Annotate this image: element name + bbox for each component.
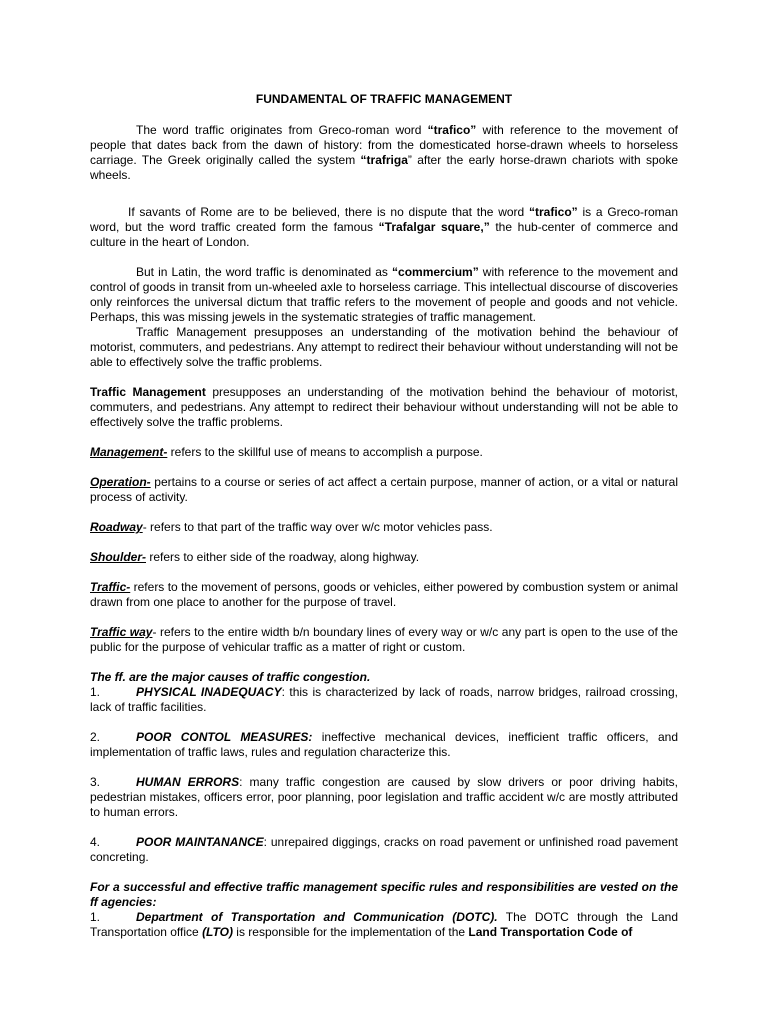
definition-term: Management-: [90, 445, 168, 459]
paragraph-latin: [90, 265, 678, 325]
bold-term: “commercium”: [392, 265, 479, 279]
item-number: 3.: [90, 775, 101, 789]
cause-text: many traffic congestion are caused by slow drivers or poor driving habits, pedestrian mistakes, officers error, poor planning, poor legislation and traffic accident w/c are mostly attributed to human errors.: [90, 775, 678, 819]
text-span: with reference to the movement and control of goods in transit from un-wheeled axle to horseless carriage. This intellectual discourse of discoveries only reinforces the universal dictum that traffic refers to the movement of people and goods and not vehicle. Perhaps, this was missing jewels in the systematic strategies of traffic management.: [90, 265, 678, 324]
text-span: If savants of Rome are to be believed, there is no dispute that the word: [128, 205, 529, 219]
separator: :: [239, 775, 250, 789]
cause-item: [90, 685, 678, 715]
bold-term: Traffic Management: [90, 385, 206, 399]
definition-term: Operation-: [90, 475, 151, 489]
agencies-heading: For a successful and effective traffic management specific rules and responsibilities are vested on the ff agencies:: [90, 880, 678, 909]
cause-text: ineffective mechanical devices, inefficient traffic officers, and implementation of traffic laws, rules and regulation characterize this.: [90, 730, 678, 759]
cause-text: this is characterized by lack of roads, narrow bridges, railroad crossing, lack of traffic facilities.: [90, 685, 678, 714]
cause-item: [90, 730, 678, 760]
cause-title: PHYSICAL INADEQUACY: [136, 685, 282, 699]
paragraph-origin: [90, 123, 678, 183]
cause-title: POOR MAINTANANCE: [136, 835, 264, 849]
separator: :: [281, 685, 290, 699]
definition-term: Traffic way: [90, 625, 153, 639]
paragraph-traffic-management-indented: Traffic Management presupposes an understanding of the motivation behind the behaviour of motorist, commuters, and pedestrians. Any attempt to redirect their behaviour without understanding will not be able to effectively solve the traffic problems.: [90, 325, 678, 369]
item-number: 4.: [90, 835, 101, 849]
text-span: But in Latin, the word traffic is denominated as: [136, 265, 393, 279]
cause-title: POOR CONTOL MEASURES:: [136, 730, 313, 744]
text-span: The DOTC through the Land Transportation office: [90, 910, 679, 939]
definition-roadway: [90, 520, 678, 535]
text-span: The word traffic originates from Greco-roman word: [136, 123, 428, 137]
text-span: presupposes an understanding of the motivation behind the behaviour of motorist, commuters, and pedestrians. Any attempt to redirect their behaviour without understanding will not be able to effectively solve the traffic problems.: [90, 385, 678, 429]
causes-heading: The ff. are the major causes of traffic congestion.: [90, 670, 371, 684]
bold-term: “trafriga: [360, 153, 408, 167]
definition-text: refers to either side of the roadway, along highway.: [146, 550, 420, 564]
bold-term: (LTO): [202, 925, 233, 939]
text-span: the hub-center of commerce and culture in the heart of London.: [90, 220, 678, 249]
text-span: is a Greco-roman word, but the word traffic created form the famous: [90, 205, 679, 234]
cause-item: [90, 835, 678, 865]
item-number: 1.: [90, 685, 101, 699]
cause-item: [90, 775, 678, 820]
definition-text: - refers to that part of the traffic way over w/c motor vehicles pass.: [142, 520, 493, 534]
paragraph-traffic-management: [90, 385, 678, 430]
definition-traffic: [90, 580, 678, 610]
item-number: 1.: [90, 910, 101, 924]
cause-title: HUMAN ERRORS: [136, 775, 240, 789]
definition-text: refers to the skillful use of means to accomplish a purpose.: [167, 445, 483, 459]
paragraph-rome: [90, 205, 678, 250]
definition-term: Shoulder-: [90, 550, 146, 564]
cause-text: unrepaired diggings, cracks on road pavement or unfinished road pavement concreting.: [90, 835, 679, 864]
text-span: ” after the early horse-drawn chariots with spoke wheels.: [90, 153, 678, 182]
bold-term: “trafico”: [427, 123, 477, 137]
agency-title: Department of Transportation and Communication (DOTC).: [136, 910, 498, 924]
text-span: with reference to the movement of people that dates back from the dawn of history: from the domesticated horse-drawn wheels to horseless carriage. The Greek originally called the system: [90, 123, 678, 167]
item-number: 2.: [90, 730, 101, 744]
text-span: is responsible for the implementation of the: [232, 925, 469, 939]
definition-management: [90, 445, 678, 460]
bold-term: Land Transportation Code of: [468, 925, 633, 939]
definition-term: Roadway: [90, 520, 143, 534]
agency-item: [90, 910, 678, 940]
bold-term: “trafico”: [529, 205, 578, 219]
definition-traffic-way: [90, 625, 678, 655]
bold-term: “Trafalgar square,”: [378, 220, 490, 234]
definition-shoulder: [90, 550, 678, 565]
definition-text: refers to the movement of persons, goods or vehicles, either powered by combustion system or animal drawn from one place to another for the purpose of travel.: [90, 580, 678, 609]
definition-term: Traffic-: [90, 580, 131, 594]
document-title: FUNDAMENTAL OF TRAFFIC MANAGEMENT: [255, 92, 513, 106]
definition-text: pertains to a course or series of act affect a certain purpose, manner of action, or a vital or natural process of activity.: [90, 475, 678, 504]
separator: :: [263, 835, 271, 849]
definition-text: - refers to the entire width b/n boundary lines of every way or w/c any part is open to the use of the public for the purpose of vehicular traffic as a matter of right or custom.: [90, 625, 678, 654]
definition-operation: [90, 475, 678, 505]
separator: [312, 730, 321, 744]
